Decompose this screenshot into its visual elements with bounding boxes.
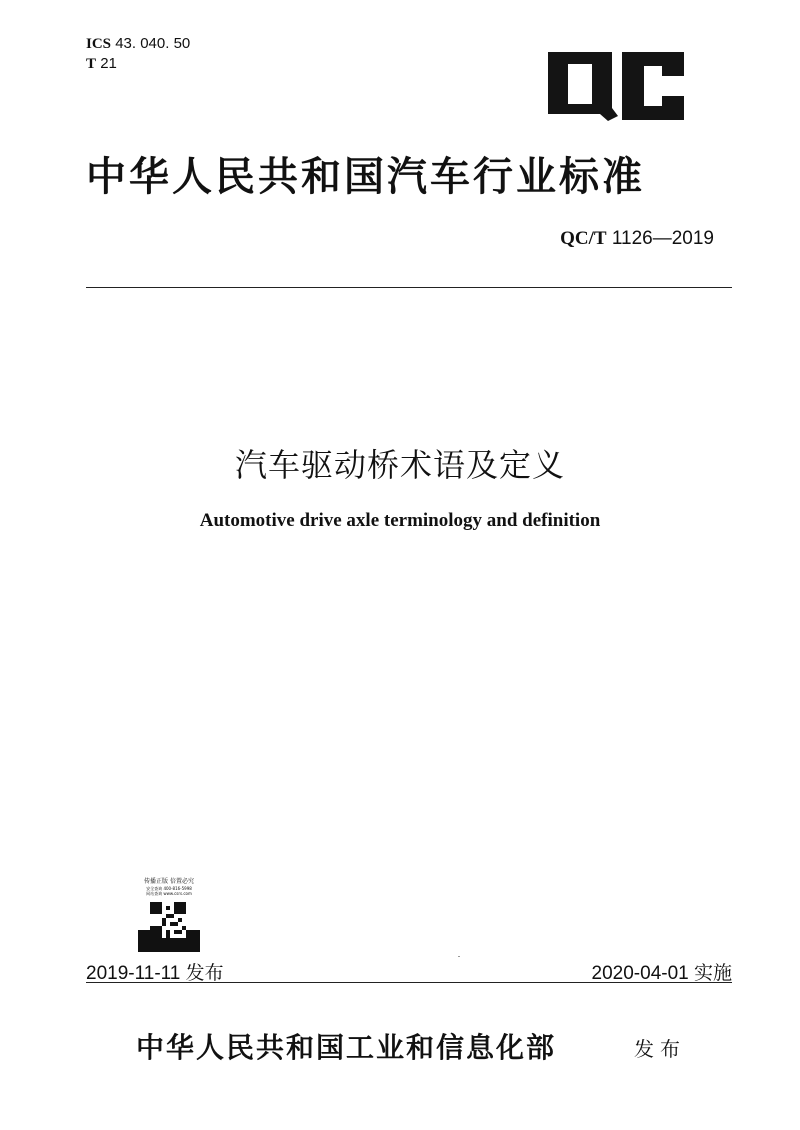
class-line — [86, 54, 190, 74]
class-label: T — [86, 56, 97, 72]
anti-counterfeit-stamp — [136, 878, 202, 952]
qc-logo-c — [622, 52, 684, 120]
issue-date: 2019-11-11 发布 — [86, 963, 224, 984]
qc-logo — [546, 50, 686, 122]
qr-code-icon — [150, 902, 186, 938]
stamp-caption-1: 传播正版 倍置必究 — [144, 878, 194, 885]
scan-speck — [458, 956, 460, 957]
standard-number-value: 1126—2019 — [611, 228, 714, 249]
header-divider — [86, 287, 732, 288]
issuing-authority: 中华人民共和国工业和信息化部 — [136, 1031, 557, 1064]
class-code: 21 — [100, 55, 117, 72]
ics-code: 43. 040. 50 — [115, 35, 191, 52]
document-title-zh: 汽车驱动桥术语及定义 — [234, 446, 565, 484]
qc-logo-q — [548, 52, 618, 121]
ics-block — [86, 34, 190, 74]
stamp-caption-2: 安全查询 400-816-5998 — [146, 886, 192, 891]
standard-number — [560, 228, 714, 250]
standard-category-title: 中华人民共和国汽车行业标准 — [86, 153, 645, 200]
issuing-action: 发布 — [634, 1037, 686, 1061]
standard-number-prefix: QC/T — [560, 228, 607, 249]
effective-date: 2020-04-01 实施 — [591, 963, 732, 984]
stamp-caption-3: 网站查询 www.csrs.com — [146, 891, 192, 896]
ics-line — [86, 34, 190, 54]
footer-divider — [86, 982, 732, 983]
ics-label: ICS — [86, 36, 112, 52]
document-title-en: Automotive drive axle terminology and definition — [199, 510, 601, 531]
